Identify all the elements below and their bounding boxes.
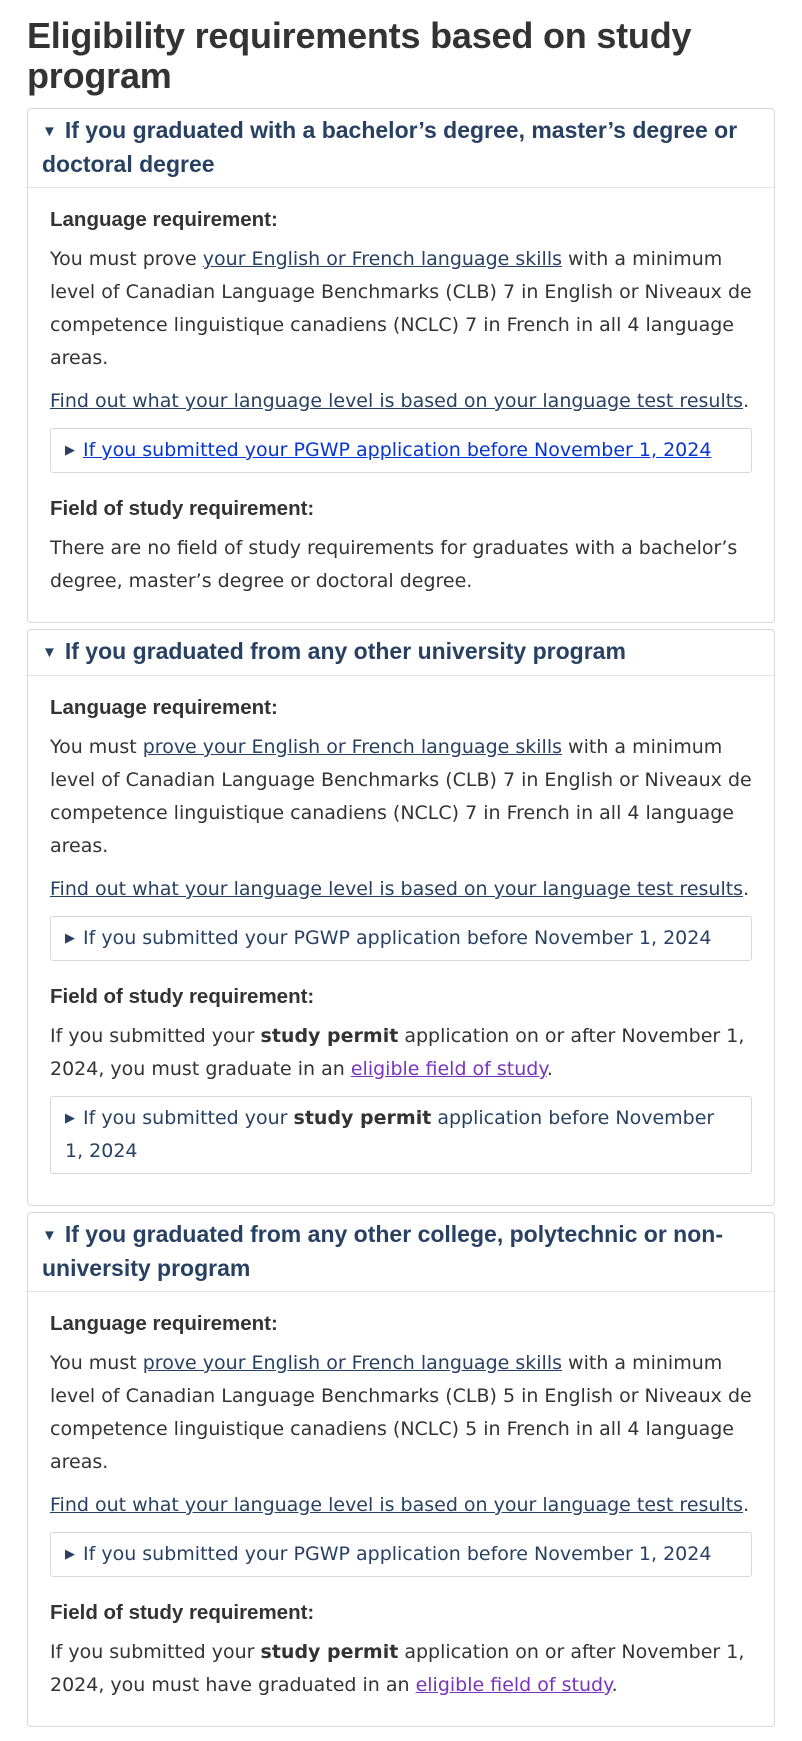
text-segment: If you submitted your: [50, 1641, 261, 1663]
details-panel-degree: [27, 108, 775, 623]
pgwp-before-nov-link[interactable]: If you submitted your PGWP application before November 1, 2024: [83, 439, 712, 461]
text-segment: application on or after November 1, 2024, you must graduate in an: [50, 1025, 745, 1080]
language-requirement-heading: Language requirement:: [50, 1312, 278, 1335]
language-requirement-heading: Language requirement:: [50, 696, 278, 719]
field-of-study-heading: Field of study requirement:: [50, 985, 315, 1008]
caret-right-icon: ▶: [65, 1111, 75, 1126]
panel-summary-degree[interactable]: [28, 109, 774, 188]
field-of-study-text: [50, 1020, 752, 1086]
language-requirement-heading: Language requirement:: [50, 208, 278, 231]
caret-down-icon: ▼: [42, 1227, 57, 1244]
panel-body: [28, 1292, 774, 1726]
details-panel-college: [27, 1212, 775, 1727]
text-segment: You must: [50, 1352, 143, 1374]
find-language-level-link[interactable]: Find out what your language level is based on your language test results: [50, 878, 744, 900]
language-skills-link[interactable]: prove your English or French language skills: [142, 1352, 563, 1374]
eligible-field-of-study-link[interactable]: eligible field of study: [415, 1674, 612, 1696]
pgwp-before-nov-label: If you submitted your PGWP application before November 1, 2024: [83, 927, 712, 949]
field-of-study-heading: Field of study requirement:: [50, 497, 315, 520]
pgwp-before-nov-summary[interactable]: [50, 916, 752, 961]
find-level-paragraph: [50, 1489, 752, 1522]
text-segment: You must prove: [50, 248, 203, 270]
language-requirement-text: [50, 731, 752, 863]
field-of-study-heading: Field of study requirement:: [50, 1601, 315, 1624]
text-segment: If you submitted your: [50, 1025, 261, 1047]
bold-text: study permit: [260, 1641, 399, 1663]
panel-body: [28, 188, 774, 622]
text-segment: .: [743, 390, 750, 412]
text-segment: with a minimum level of Canadian Language Benchmarks (CLB) 7 in English or Niveaux de competence linguistique canadiens (NCLC) 7 in French in all 4 language areas.: [50, 248, 752, 369]
text-segment: .: [611, 1674, 618, 1696]
panel-heading: If you graduated with a bachelor’s degree, master’s degree or doctoral degree: [42, 117, 738, 177]
text-segment: with a minimum level of Canadian Language Benchmarks (CLB) 7 in English or Niveaux de competence linguistique canadiens (NCLC) 7 in French in all 4 language areas.: [50, 736, 752, 857]
panel-heading: If you graduated from any other university program: [64, 638, 626, 664]
field-of-study-text: [50, 1636, 752, 1702]
language-requirement-text: [50, 243, 752, 375]
text-segment: application before November 1, 2024: [65, 1107, 715, 1162]
panel-heading: If you graduated from any other college, polytechnic or non-university program: [42, 1221, 723, 1281]
text-segment: with a minimum level of Canadian Language Benchmarks (CLB) 5 in English or Niveaux de competence linguistique canadiens (NCLC) 5 in French in all 4 language areas.: [50, 1352, 752, 1473]
find-language-level-link[interactable]: Find out what your language level is based on your language test results: [50, 390, 744, 412]
find-language-level-link[interactable]: Find out what your language level is based on your language test results: [50, 1494, 744, 1516]
text-segment: If you submitted your: [83, 1107, 294, 1129]
bold-text: study permit: [293, 1107, 432, 1129]
language-skills-link[interactable]: prove your English or French language skills: [142, 736, 563, 758]
pgwp-before-nov-label: If you submitted your PGWP application before November 1, 2024: [83, 1543, 712, 1565]
bold-text: study permit: [260, 1025, 399, 1047]
pgwp-before-nov-summary[interactable]: [50, 1532, 752, 1577]
details-panel-university: [27, 629, 775, 1206]
caret-right-icon: ▶: [65, 443, 75, 458]
text-segment: application on or after November 1, 2024, you must have graduated in an: [50, 1641, 745, 1696]
language-requirement-text: [50, 1347, 752, 1479]
caret-down-icon: ▼: [42, 644, 57, 661]
pgwp-before-nov-summary[interactable]: [50, 428, 752, 473]
page-title: Eligibility requirements based on study program: [27, 15, 692, 96]
language-skills-link[interactable]: your English or French language skills: [202, 248, 562, 270]
caret-right-icon: ▶: [65, 931, 75, 946]
text-segment: .: [743, 1494, 750, 1516]
caret-down-icon: ▼: [42, 123, 57, 140]
find-level-paragraph: [50, 385, 752, 418]
find-level-paragraph: [50, 873, 752, 906]
study-permit-before-nov-summary[interactable]: [50, 1096, 752, 1174]
panel-summary-college[interactable]: [28, 1213, 774, 1292]
caret-right-icon: ▶: [65, 1547, 75, 1562]
text-segment: .: [743, 878, 750, 900]
field-of-study-text: There are no field of study requirements for graduates with a bachelor’s degree, master’s degree or doctoral degree.: [50, 537, 738, 592]
panel-summary-university[interactable]: [28, 630, 774, 676]
text-segment: .: [546, 1058, 553, 1080]
text-segment: You must: [50, 736, 143, 758]
eligible-field-of-study-link[interactable]: eligible field of study: [350, 1058, 547, 1080]
panel-body: [28, 676, 774, 1205]
